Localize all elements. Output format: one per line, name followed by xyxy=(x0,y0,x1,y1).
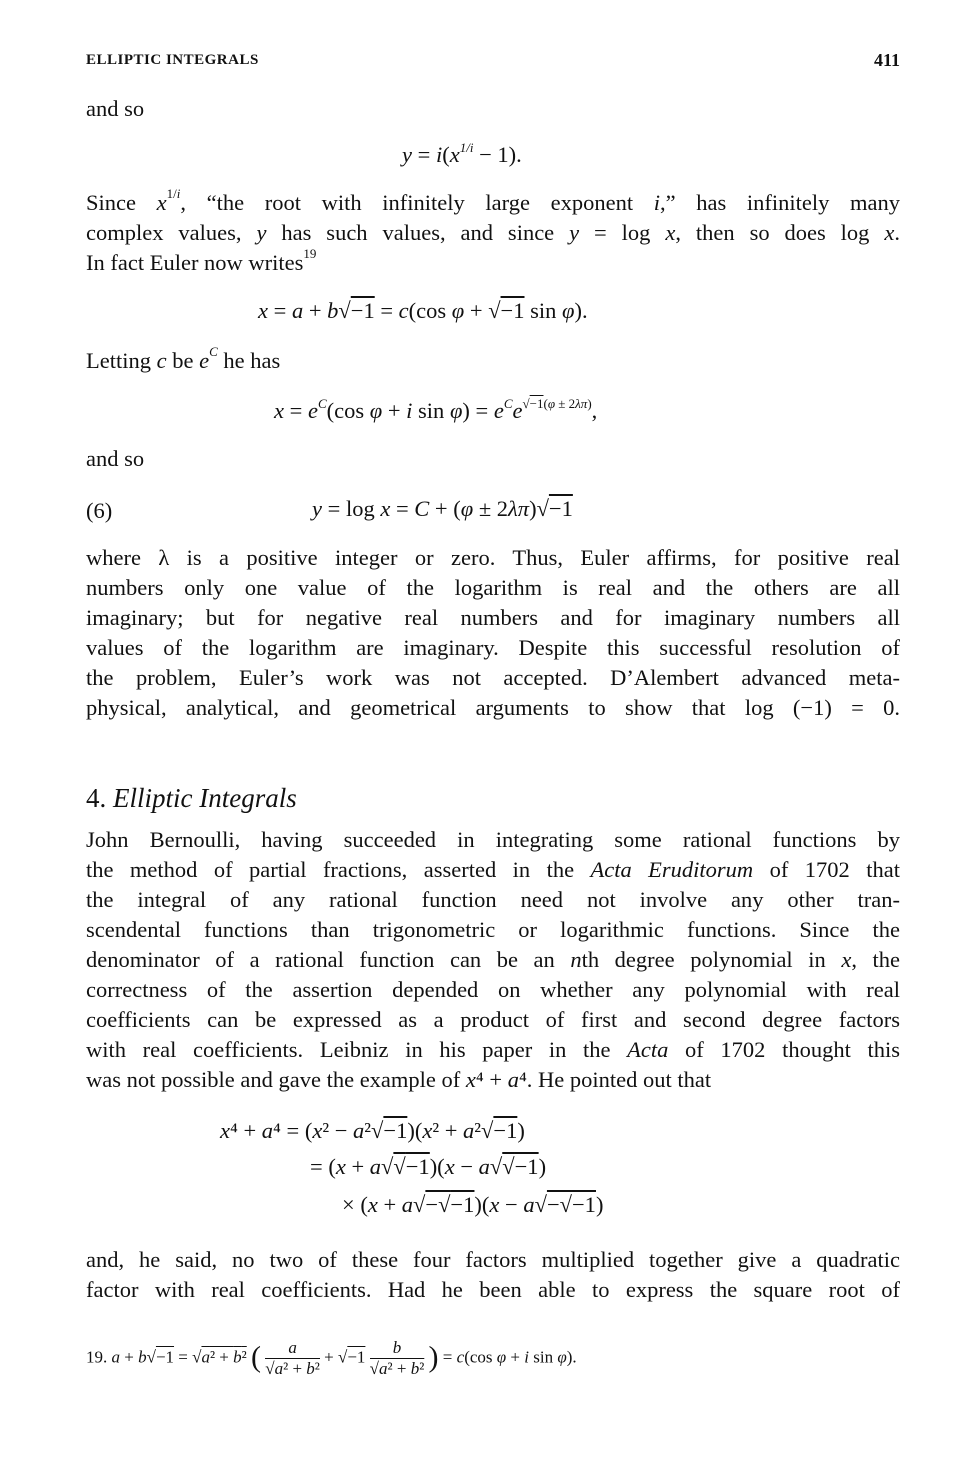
section-title: Elliptic Integrals xyxy=(113,783,297,813)
equation-label: (6) xyxy=(86,498,113,523)
equation-x-exponential: $x = e^C(\cos$ φ + i $\sin \varphi) = e^Ce^{√-1(\varphi \pm 2\lambda\pi)}$, xyxy=(274,396,598,423)
equation-factorization-1: x⁴ + a⁴ = (x² − a²√−1)(x² + a²√−1) xyxy=(220,1118,525,1143)
paragraph-line: correctness of the assertion depended on whether any polynomial with real xyxy=(86,977,900,1002)
section-heading xyxy=(86,783,297,814)
paragraph-line: was not possible and gave the example of x⁴ + a⁴. He pointed out that xyxy=(86,1067,712,1092)
equation-x-polar: x = a + b√−1 = c(cos φ + √−1 sin φ). xyxy=(258,298,588,323)
paragraph-line: In fact Euler now writes$^{19}$ xyxy=(86,246,317,275)
paragraph-line: imaginary; but for negative real numbers and for imaginary numbers all xyxy=(86,605,900,630)
paragraph-line: denominator of a rational function can be an nth degree polynomial in x, the xyxy=(86,947,900,972)
equation-y: $y = i(x^{1/i} - 1)$. xyxy=(402,140,522,167)
paragraph-line: with real coefficients. Leibniz in his paper in the Acta of 1702 thought this xyxy=(86,1037,900,1062)
equation-factorization-2: = (x + a√√−1)(x − a√√−1) xyxy=(310,1154,547,1179)
paragraph-line: Letting c be $e^C$ he has xyxy=(86,344,281,373)
paragraph-line: the problem, Euler’s work was not accepted. D’Alembert advanced meta- xyxy=(86,665,900,690)
paragraph-line: the integral of any rational function need not involve any other tran- xyxy=(86,887,900,912)
footnote-19: 19. a + b√−1 = √a² + b² ( $\frac{a}{\text{√a² + b²}}$ + √−1 $\frac{b}{\text{√a² + b²}}$ ) = c(cos φ + i sin φ). xyxy=(86,1338,577,1378)
paragraph-line: and, he said, no two of these four factors multiplied together give a quadratic xyxy=(86,1247,900,1272)
paragraph-line: scendental functions than trigonometric or logarithmic functions. Since the xyxy=(86,917,900,942)
section-number: 4. xyxy=(86,783,107,813)
paragraph-line: values of the logarithm are imaginary. Despite this successful resolution of xyxy=(86,635,900,660)
paragraph-line: Since $x^{1/i}$, “the root with infinitely large exponent i,” has infinitely many xyxy=(86,186,900,215)
text-and-so: and so xyxy=(86,96,145,121)
text-and-so: and so xyxy=(86,446,145,471)
equation-factorization-3: × (x + a√−√−1)(x − a√−√−1) xyxy=(342,1192,604,1217)
footnote-ref: 19 xyxy=(303,246,317,261)
paragraph-line: where λ is a positive integer or zero. Thus, Euler affirms, for positive real xyxy=(86,545,900,570)
paragraph-line: physical, analytical, and geometrical arguments to show that log (−1) = 0. xyxy=(86,695,900,720)
paragraph-line: factor with real coefficients. Had he been able to express the square root of xyxy=(86,1277,900,1302)
paragraph-line: the method of partial fractions, asserted in the Acta Eruditorum of 1702 that xyxy=(86,857,900,882)
page-number: 411 xyxy=(873,50,900,70)
paragraph-line: coefficients can be expressed as a product of first and second degree factors xyxy=(86,1007,900,1032)
equation-6: y = log x = C + (φ ± 2λπ)√−1 xyxy=(312,496,573,521)
paragraph-line: numbers only one value of the logarithm is real and the others are all xyxy=(86,575,900,600)
paragraph-line: John Bernoulli, having succeeded in integrating some rational functions by xyxy=(86,827,900,852)
paragraph-line: complex values, y has such values, and since y = log x, then so does log x. xyxy=(86,220,900,245)
running-header: ELLIPTIC INTEGRALS xyxy=(86,52,259,68)
